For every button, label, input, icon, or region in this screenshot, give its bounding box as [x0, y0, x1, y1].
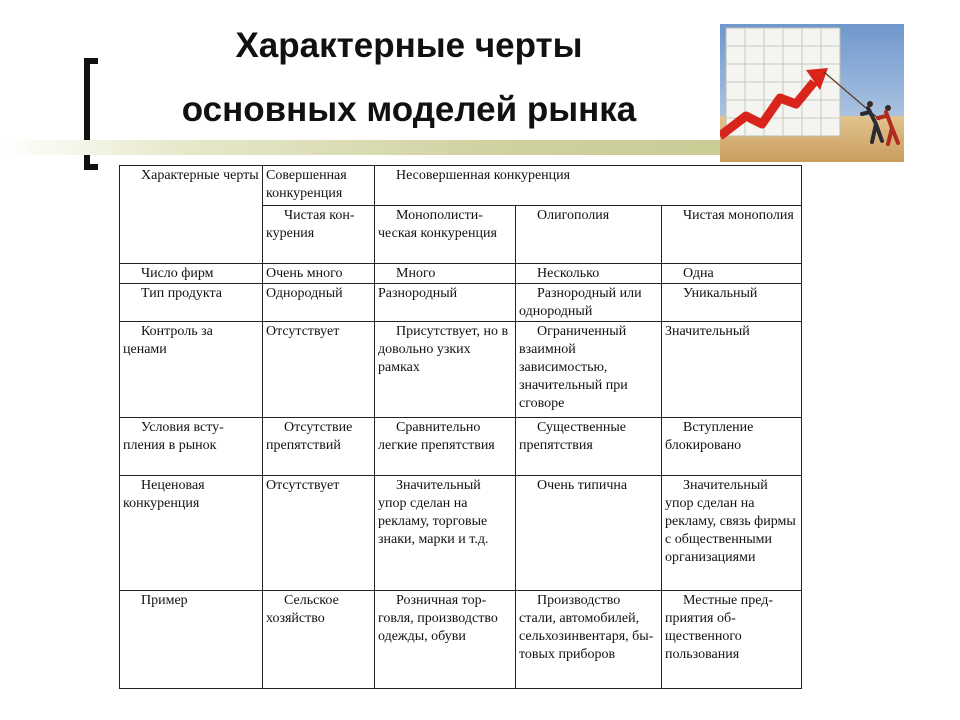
row-cell-monopoly: Значительный [662, 322, 802, 418]
row-cell-monopoly: Местные предприятия общественного пользования [662, 591, 802, 689]
row-cell-oligopoly: Существенные препятствия [516, 418, 662, 476]
subheader-monopoly: Чистая монополия [662, 206, 802, 264]
row-cell-monopoly: Вступление блокировано [662, 418, 802, 476]
row-feature: Контроль за ценами [120, 322, 263, 418]
row-feature: Неценовая конкуренция [120, 476, 263, 591]
row-cell-pure: Однородный [263, 284, 375, 322]
table-row [120, 322, 802, 418]
row-cell-oligopoly: Ограниченный взаимной зависимостью, значительный при сговоре [516, 322, 662, 418]
row-feature: Условия вступления в рынок [120, 418, 263, 476]
slide-title-line-2: основных моделей рынка [181, 90, 637, 129]
row-cell-oligopoly: Несколько [516, 264, 662, 284]
row-cell-pure: Отсутствует [263, 322, 375, 418]
row-cell-monopoly: Одна [662, 264, 802, 284]
rising-chart-illustration [720, 24, 904, 162]
slide-title-line-1: Характерные черты [235, 26, 583, 65]
row-cell-monopolistic: Значительный упор сделан на рекламу, торговые знаки, марки и т.д. [375, 476, 516, 591]
row-cell-pure: Сельское хозяйство [263, 591, 375, 689]
table-row [120, 264, 802, 284]
row-cell-monopolistic: Розничная торговля, производство одежды, обуви [375, 591, 516, 689]
table-header-row [120, 166, 802, 206]
row-cell-monopolistic: Присутствует, но в довольно узких рамках [375, 322, 516, 418]
row-cell-monopolistic: Сравнительно легкие препятствия [375, 418, 516, 476]
header-imperfect-competition: Несовершенная конкуренция [375, 166, 802, 206]
row-cell-pure: Очень много [263, 264, 375, 284]
table-row [120, 591, 802, 689]
table-row [120, 284, 802, 322]
subheader-pure: Чистая конкурения [263, 206, 375, 264]
row-feature: Пример [120, 591, 263, 689]
header-features: Характерные черты [120, 166, 263, 264]
row-cell-monopolistic: Разнородный [375, 284, 516, 322]
table-row [120, 476, 802, 591]
subheader-monopolistic: Монополистическая конкуренция [375, 206, 516, 264]
subheader-oligopoly: Олигополия [516, 206, 662, 264]
header-perfect-competition: Совершенная конкуренция [263, 166, 375, 206]
row-cell-monopolistic: Много [375, 264, 516, 284]
row-cell-oligopoly: Производство стали, автомобилей, сельхозинвентаря, бытовых приборов [516, 591, 662, 689]
row-cell-oligopoly: Разнородный или однородный [516, 284, 662, 322]
decorative-gradient-rule [0, 140, 720, 155]
row-feature: Тип продукта [120, 284, 263, 322]
row-cell-pure: Отсутствует [263, 476, 375, 591]
row-feature: Число фирм [120, 264, 263, 284]
row-cell-monopoly: Значительный упор сделан на рекламу, связь фирмы с общественными организациями [662, 476, 802, 591]
row-cell-oligopoly: Очень типична [516, 476, 662, 591]
row-cell-monopoly: Уникальный [662, 284, 802, 322]
table-row [120, 418, 802, 476]
market-models-table [119, 165, 801, 688]
row-cell-pure: Отсутствие препятствий [263, 418, 375, 476]
